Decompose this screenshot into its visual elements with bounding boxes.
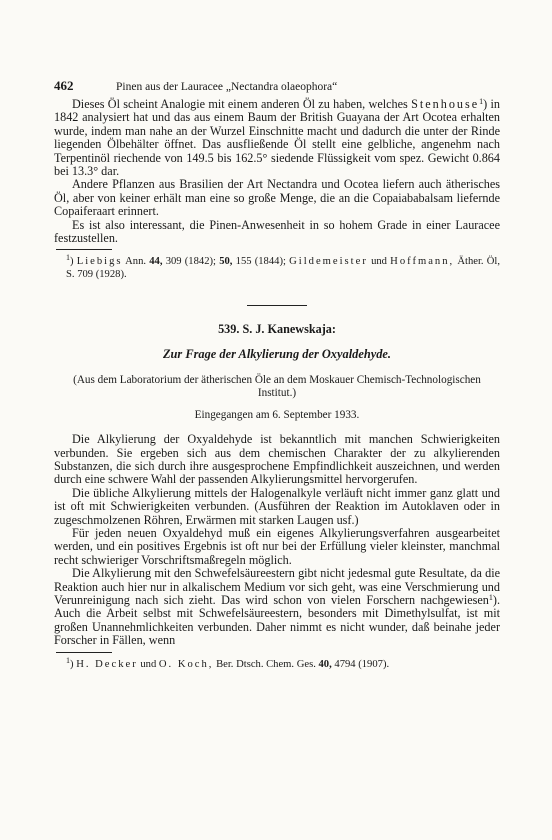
volume: 40, [318,658,332,670]
volume: 50, [219,256,233,268]
author-name: Hoffmann, [390,256,455,268]
text-run: Äther. Öl, S. 709 (1928). [66,256,501,280]
footnote-rule [56,652,112,653]
previous-article-text [54,98,500,245]
text-run: Ann. [122,256,150,268]
author-name: Stenhouse [411,97,480,111]
footnote-ref: 1 [479,97,484,106]
running-title: Pinen aus der Lauracee „Nectandra olaeophora“ [116,81,338,93]
paragraph [54,98,500,178]
text-run: 309 (1842); [162,256,220,268]
paragraph: Für jeden neuen Oxyaldehyd muß ein eigenes Alkylierungsverfahren ausgearbeitet werden, und ein positives Ergebnis ist oft nur bei der Erfüllung vieler kleinster, manchmal recht schwieriger Vorschriftsmaßregeln möglich. [54,525,500,567]
text-run: 4794 (1907). [331,658,390,670]
footnote-ref: 1 [488,592,493,602]
article-text [54,433,500,648]
footnote-marker: 1 [66,655,70,665]
author-name: Liebigs [76,256,123,268]
article-title: Zur Frage der Alkylierung der Oxyaldehyde. [162,347,392,362]
text-run: Ber. Dtsch. Chem. Ges. [213,658,319,670]
paragraph: Es ist also interessant, die Pinen-Anwesenheit in so hohem Grade in einer Lauracee festzustellen. [54,217,500,246]
footnote: $^1$) H. Decker und O. Koch, Ber. Dtsch. Chem. Ges. 40, 4794 (1907). [66,655,390,670]
text-run: ) in 1842 analysiert hat und das aus einem Baum der British Guayana der Art Ocotea erhalten wurde, indem man nahe an der Wurzel Einschnitte macht und dadurch die unter der Rinde liegenden Ölbehälter öffnet. Das ausfließende Öl stellt eine gelbliche, angenehm nach Terpentinöl riechende von 149.5 bis 162.5° siedende Flüssigkeit vom spez. Gewicht 0.864 bei 13.3° dar. [54,97,500,179]
text-run: und [137,658,159,670]
footnote-marker: 1 [66,253,70,263]
article-number-author: 539. S. J. Kanewskaja: [218,322,336,337]
paragraph [54,567,500,647]
author-name: O. Koch, [158,658,214,670]
footnote: $^1$) Liebigs Ann. 44, 309 (1842); 50, 155 (1844); Gildemeister und Hoffmann, Äther. Öl, S. 709 (1928). [66,253,501,280]
running-header [54,78,500,98]
text-run: Die Alkylierung mit den Schwefelsäureestern gibt nicht jedesmal gute Resultate, da die Reaktion auch hier nur in alkalischem Medium vor sich geht, was eine Verschmierung und Verunreinigung nach sich zieht. Das wird schon von vielen Forschern nachgewiesen [54,566,500,607]
page-number: 462 [54,78,74,93]
article-institution: (Aus dem Laboratorium der ätherischen Öle an dem Moskauer Chemisch-Technologischen Institut.) [73,374,481,399]
text-run: 155 (1844); [232,256,290,268]
author-name: H. Decker [76,658,138,670]
volume: 44, [149,256,163,268]
paragraph: Andere Pflanzen aus Brasilien der Art Nectandra und Ocotea liefern auch ätherisches Öl, aber von keiner erhält man eine so große Menge, die an die Copaiababalsam liefernde Copaiferaart erinnert. [54,177,500,219]
footnote-rule [56,249,112,250]
text-run: ). Auch die Arbeit selbst mit Schwefelsäureestern, besonders mit Dimethylsulfat, ist mit großen Unannehmlichkeiten verbunden. Daher nimmt es nicht wunder, daß beinahe jeder Forscher in Fällen, wenn [54,592,500,648]
text-run: und [367,256,391,268]
paragraph: Die übliche Alkylierung mittels der Halogenalkyle verläuft nicht immer ganz glatt und ist oft mit Schwierigkeiten verbunden. (Ausführen der Reaktion im Autoklaven oder in zugeschmolzenen Röhren, Erwärmen mit starken Laugen usf.) [54,485,500,527]
author-name: Gildemeister [289,256,368,268]
paragraph: Die Alkylierung der Oxyaldehyde ist bekanntlich mit manchen Schwierigkeiten verbunden. Sie ergeben sich aus dem chemischen Charakter der zu alkylierenden Substanzen, die sich durch ihre ausgesprochene Empfindlichkeit auszeichnen, und werden durch eine schwere Wahl der passenden Alkylierungsmittel hervorgerufen. [54,432,500,487]
text-run: Dieses Öl scheint Analogie mit einem anderen Öl zu haben, welches [72,97,412,111]
article-received-date: Eingegangen am 6. September 1933. [194,409,360,422]
article-separator [247,305,307,306]
